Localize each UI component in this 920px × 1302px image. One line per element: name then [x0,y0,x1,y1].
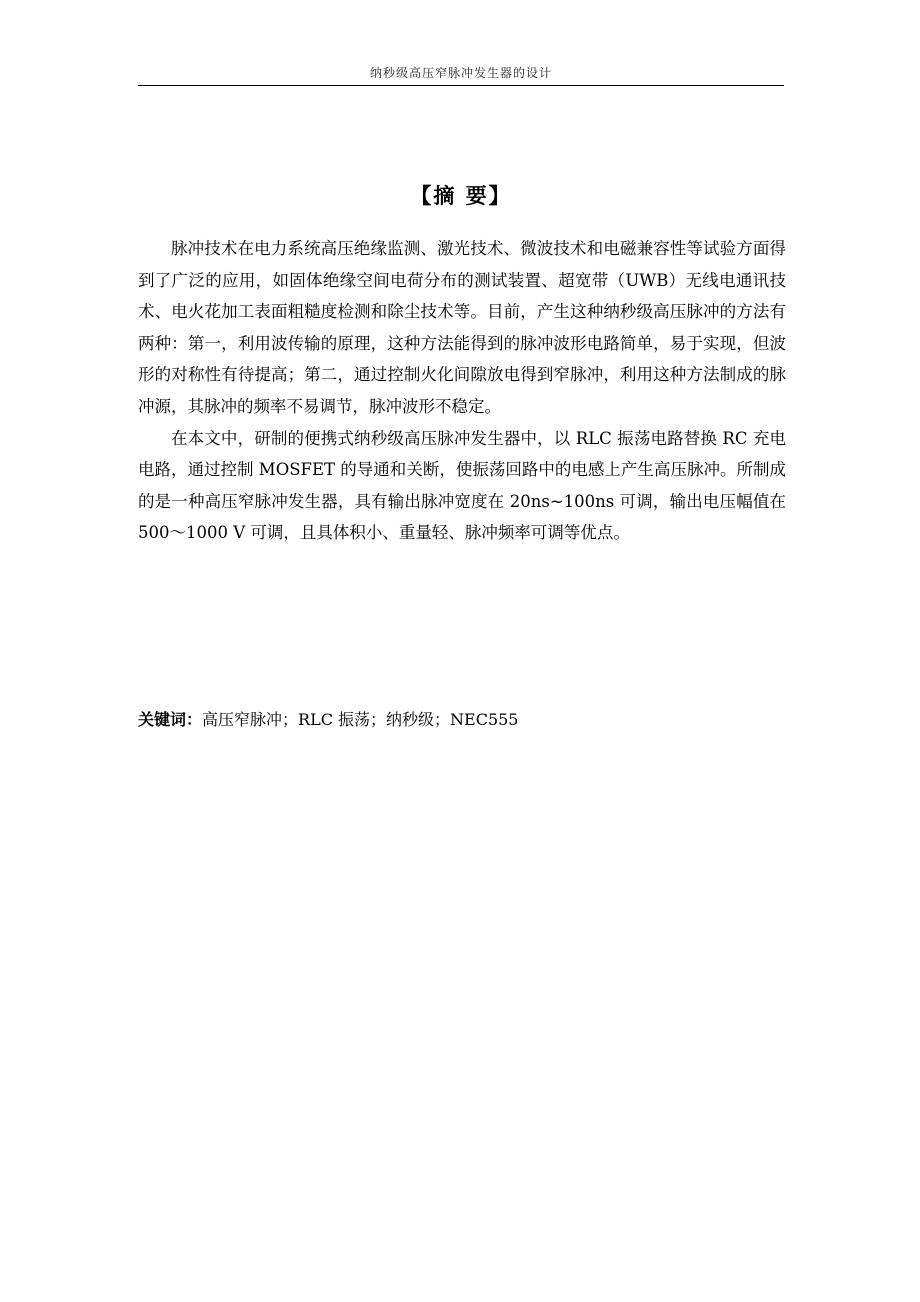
keywords-value: 高压窄脉冲；RLC 振荡；纳秒级；NEC555 [202,710,519,729]
keywords-line [138,706,784,734]
header-rule [138,85,784,86]
keywords-label: 关键词： [138,710,203,729]
abstract-paragraph-1: 脉冲技术在电力系统高压绝缘监测、激光技术、微波技术和电磁兼容性等试验方面得到了广泛的应用，如固体绝缘空间电荷分布的测试装置、超宽带（UWB）无线电通讯技术、电火花加工表面粗糙度检测和除尘技术等。目前，产生这种纳秒级高压脉冲的方法有两种：第一，利用波传输的原理，这种方法能得到的脉冲波形电路简单，易于实现，但波形的对称性有待提高；第二，通过控制火化间隙放电得到窄脉冲，利用这种方法制成的脉冲源，其脉冲的频率不易调节，脉冲波形不稳定。 [138,239,786,416]
running-header: 纳秒级高压窄脉冲发生器的设计 [369,66,552,80]
abstract-body [138,233,786,549]
abstract-title: 【摘 要】 [410,184,512,208]
abstract-paragraph-2: 在本文中，研制的便携式纳秒级高压脉冲发生器中，以 RLC 振荡电路替换 RC 充电电路，通过控制 MOSFET 的导通和关断，使振荡回路中的电感上产生高压脉冲。所制成的是一种高压窄脉冲发生器，具有输出脉冲宽度在 20ns~100ns 可调，输出电压幅值在 500～1000 V 可调，且具体积小、重量轻、脉冲频率可调等优点。 [138,428,786,543]
